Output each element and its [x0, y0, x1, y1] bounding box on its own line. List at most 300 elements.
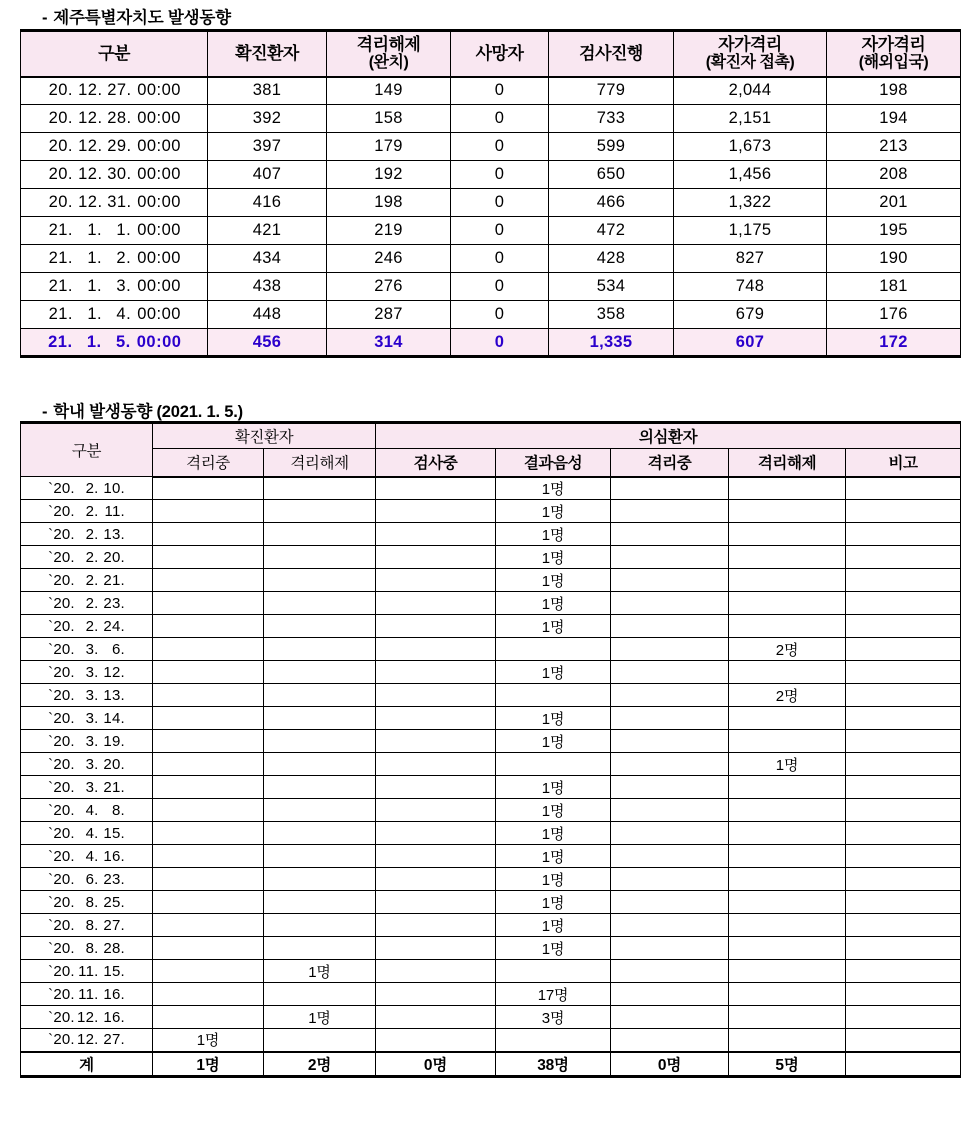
cell-deaths: 0: [451, 189, 549, 217]
date-year: 21.: [48, 249, 73, 267]
cell-quarantine-contact: 1,673: [674, 133, 827, 161]
cell-note: [846, 799, 961, 822]
date-month: 11.: [78, 962, 99, 980]
cell-date: [21, 845, 153, 868]
cell-suspect-isolating: [611, 592, 729, 615]
cell-quarantine-contact: 748: [674, 273, 827, 301]
date-time: 00:00: [137, 305, 181, 323]
cell-suspect-isolating: [611, 477, 729, 500]
cell-confirmed-isolating: [153, 615, 264, 638]
date-year: 20.: [48, 109, 73, 127]
cell-suspect-released: 1명: [729, 753, 846, 776]
cell-suspect-isolating: [611, 730, 729, 753]
cell-suspect-isolating: [611, 845, 729, 868]
cell-confirmed-isolating: [153, 753, 264, 776]
cell-quarantine-contact: 1,456: [674, 161, 827, 189]
table-total-row: [21, 1052, 961, 1077]
section1-title-dash: -: [42, 9, 48, 27]
date-month: 2.: [85, 548, 99, 566]
cell-suspect-released: [729, 1006, 846, 1029]
date-year: 21.: [48, 332, 73, 351]
cell-date: [21, 189, 208, 217]
cell-note: [846, 914, 961, 937]
date-month: 3.: [85, 778, 99, 796]
date-day: 27.: [103, 916, 125, 934]
cell-suspect-released: 2명: [729, 684, 846, 707]
cell-suspect-negative: 1명: [496, 914, 611, 937]
col-header-quarantine-overseas: 자가격리 (해외입국): [827, 31, 961, 77]
date-month: 2.: [85, 525, 99, 543]
date-year: `20.: [48, 709, 75, 727]
date-day: 21.: [103, 778, 125, 796]
cell-suspect-testing: [376, 891, 496, 914]
table-row: [21, 301, 961, 329]
cell-confirmed-isolating: [153, 799, 264, 822]
date-year: `20.: [48, 663, 75, 681]
date-year: `20.: [48, 571, 75, 589]
cell-suspect-testing: [376, 868, 496, 891]
cell-date: [21, 753, 153, 776]
cell-quarantine-contact: 1,322: [674, 189, 827, 217]
cell-note: [846, 730, 961, 753]
cell-date: [21, 217, 208, 245]
cell-suspect-isolating: [611, 753, 729, 776]
cell-confirmed-released: [264, 983, 376, 1006]
date-year: `20.: [48, 939, 75, 957]
cell-suspect-testing: [376, 1029, 496, 1052]
cell-released: 198: [327, 189, 451, 217]
cell-confirmed-isolating: [153, 569, 264, 592]
cell-quarantine-overseas: 201: [827, 189, 961, 217]
cell-date: [21, 914, 153, 937]
date-time: 00:00: [137, 277, 181, 295]
cell-suspect-negative: 1명: [496, 776, 611, 799]
cell-confirmed-isolating: [153, 477, 264, 500]
table-row: [21, 105, 961, 133]
cell-confirmed-isolating: [153, 776, 264, 799]
cell-deaths: 0: [451, 105, 549, 133]
date-year: `20.: [48, 870, 75, 888]
cell-suspect-testing: [376, 638, 496, 661]
cell-suspect-negative: 1명: [496, 661, 611, 684]
cell-quarantine-overseas: 190: [827, 245, 961, 273]
cell-suspect-released: [729, 822, 846, 845]
cell-suspect-released: [729, 592, 846, 615]
cell-date: [21, 161, 208, 189]
cell-quarantine-overseas: 195: [827, 217, 961, 245]
cell-testing: 779: [549, 77, 674, 105]
table-row: [21, 546, 961, 569]
cell-date: [21, 1029, 153, 1052]
cell-quarantine-overseas: 213: [827, 133, 961, 161]
date-month: 4.: [85, 824, 99, 842]
cell-confirmed-isolating: [153, 914, 264, 937]
table-row: [21, 1006, 961, 1029]
cell-confirmed-isolating: [153, 592, 264, 615]
cell-suspect-isolating: [611, 615, 729, 638]
cell-confirmed-isolating: [153, 500, 264, 523]
date-day: 16.: [103, 847, 125, 865]
cell-date: [21, 273, 208, 301]
date-month: 3.: [85, 640, 99, 658]
cell-note: [846, 477, 961, 500]
date-time: 00:00: [137, 81, 181, 100]
cell-note: [846, 592, 961, 615]
cell-date: [21, 569, 153, 592]
cell-confirmed-released: [264, 523, 376, 546]
cell-confirmed-isolating: [153, 822, 264, 845]
cell-quarantine-contact: 2,044: [674, 77, 827, 105]
date-year: `20.: [48, 686, 75, 704]
date-year: `20.: [48, 824, 75, 842]
date-month: 3.: [85, 709, 99, 727]
cell-suspect-released: [729, 523, 846, 546]
table-row: [21, 776, 961, 799]
cell-suspect-isolating: [611, 661, 729, 684]
table-row: [21, 684, 961, 707]
cell-confirmed-isolating: [153, 730, 264, 753]
cell-confirmed-released: [264, 776, 376, 799]
total-confirmed-released: 2명: [264, 1052, 376, 1077]
date-year: `20.: [48, 548, 75, 566]
cell-suspect-negative: 1명: [496, 937, 611, 960]
cell-confirmed: 434: [208, 245, 327, 273]
cell-suspect-testing: [376, 960, 496, 983]
cell-suspect-testing: [376, 684, 496, 707]
cell-testing: 428: [549, 245, 674, 273]
cell-confirmed-isolating: [153, 845, 264, 868]
cell-suspect-released: [729, 615, 846, 638]
date-month: 8.: [85, 939, 99, 957]
cell-suspect-released: [729, 500, 846, 523]
cell-suspect-negative: [496, 753, 611, 776]
date-day: 25.: [103, 893, 125, 911]
cell-released: 192: [327, 161, 451, 189]
section2-title-text: 학내 발생동향 (2021. 1. 5.): [53, 403, 243, 421]
date-time: 00:00: [137, 165, 181, 183]
cell-confirmed-isolating: [153, 684, 264, 707]
cell-suspect-isolating: [611, 937, 729, 960]
cell-suspect-released: [729, 546, 846, 569]
section1-title-text: 제주특별자치도 발생동향: [53, 9, 231, 27]
date-year: `20.: [48, 847, 75, 865]
cell-confirmed: 438: [208, 273, 327, 301]
date-day: 1.: [116, 221, 132, 239]
cell-confirmed-isolating: [153, 937, 264, 960]
col-header-group-suspect: 의심환자: [376, 423, 961, 449]
total-confirmed-isolating: 1명: [153, 1052, 264, 1077]
date-day: 16.: [103, 985, 125, 1003]
cell-suspect-testing: [376, 523, 496, 546]
date-year: `20.: [48, 640, 75, 658]
cell-confirmed-released: [264, 914, 376, 937]
cell-deaths: 0: [451, 217, 549, 245]
cell-confirmed-released: [264, 638, 376, 661]
table-row: [21, 661, 961, 684]
col-header-suspect-testing: 검사중: [376, 449, 496, 477]
cell-quarantine-overseas: 181: [827, 273, 961, 301]
table-row: [21, 845, 961, 868]
date-month: 4.: [85, 801, 99, 819]
cell-suspect-negative: 1명: [496, 615, 611, 638]
cell-testing: 472: [549, 217, 674, 245]
cell-date: [21, 707, 153, 730]
cell-suspect-released: [729, 776, 846, 799]
cell-deaths: 0: [451, 245, 549, 273]
cell-confirmed-released: [264, 753, 376, 776]
date-month: 1.: [86, 332, 102, 351]
cell-confirmed: 416: [208, 189, 327, 217]
cell-note: [846, 615, 961, 638]
date-day: 20.: [103, 755, 125, 773]
cell-suspect-released: [729, 960, 846, 983]
cell-suspect-testing: [376, 569, 496, 592]
date-month: 12.: [78, 81, 103, 100]
cell-suspect-negative: 1명: [496, 822, 611, 845]
cell-suspect-isolating: [611, 822, 729, 845]
date-year: `20.: [48, 594, 75, 612]
date-month: 1.: [87, 221, 103, 239]
cell-confirmed-isolating: [153, 638, 264, 661]
total-suspect-isolating: 0명: [611, 1052, 729, 1077]
date-year: `20.: [48, 1031, 75, 1049]
date-day: 27.: [107, 81, 132, 100]
cell-note: [846, 937, 961, 960]
cell-suspect-testing: [376, 753, 496, 776]
cell-confirmed-released: [264, 1029, 376, 1052]
cell-suspect-testing: [376, 546, 496, 569]
cell-suspect-isolating: [611, 684, 729, 707]
col-header-suspect-negative: 결과음성: [496, 449, 611, 477]
table-row: [21, 592, 961, 615]
table2-sub-header-row: [21, 449, 961, 477]
cell-date: [21, 245, 208, 273]
cell-suspect-negative: 1명: [496, 500, 611, 523]
cell-confirmed-released: [264, 661, 376, 684]
date-month: 2.: [85, 502, 99, 520]
cell-confirmed: 456: [208, 329, 327, 357]
cell-suspect-testing: [376, 822, 496, 845]
date-year: `20.: [48, 732, 75, 750]
cell-note: [846, 845, 961, 868]
cell-suspect-released: [729, 937, 846, 960]
table-row: [21, 1029, 961, 1052]
cell-quarantine-overseas: 208: [827, 161, 961, 189]
cell-testing: 650: [549, 161, 674, 189]
cell-confirmed: 381: [208, 77, 327, 105]
cell-suspect-released: [729, 868, 846, 891]
date-year: 20.: [48, 137, 73, 155]
cell-suspect-testing: [376, 799, 496, 822]
date-year: 21.: [48, 277, 73, 295]
cell-suspect-isolating: [611, 569, 729, 592]
date-month: 12.: [78, 165, 103, 183]
date-year: `20.: [48, 801, 75, 819]
section2-title-dash: -: [42, 403, 48, 421]
table-row: [21, 638, 961, 661]
cell-confirmed-released: [264, 822, 376, 845]
cell-quarantine-contact: 679: [674, 301, 827, 329]
cell-confirmed-isolating: [153, 960, 264, 983]
date-day: 3.: [116, 277, 132, 295]
cell-suspect-released: 2명: [729, 638, 846, 661]
cell-confirmed-isolating: [153, 523, 264, 546]
cell-confirmed-isolating: [153, 983, 264, 1006]
table-row: [21, 891, 961, 914]
cell-suspect-released: [729, 477, 846, 500]
date-time: 00:00: [137, 221, 181, 239]
table-row: [21, 937, 961, 960]
cell-date: [21, 1006, 153, 1029]
date-day: 23.: [103, 870, 125, 888]
cell-deaths: 0: [451, 273, 549, 301]
date-month: 12.: [78, 193, 103, 211]
section1-title: [42, 4, 231, 28]
date-month: 3.: [85, 663, 99, 681]
cell-date: [21, 868, 153, 891]
cell-suspect-isolating: [611, 776, 729, 799]
col-header-released: 격리해제 (완치): [327, 31, 451, 77]
col-header-confirmed-released: 격리해제: [264, 449, 376, 477]
cell-suspect-released: [729, 799, 846, 822]
cell-confirmed-released: [264, 937, 376, 960]
cell-confirmed-released: 1명: [264, 960, 376, 983]
cell-date: [21, 500, 153, 523]
date-year: `20.: [48, 1008, 75, 1026]
cell-suspect-testing: [376, 592, 496, 615]
cell-testing: 358: [549, 301, 674, 329]
cell-date: [21, 983, 153, 1006]
date-month: 1.: [87, 277, 103, 295]
table-row: [21, 217, 961, 245]
cell-suspect-negative: 1명: [496, 523, 611, 546]
date-month: 1.: [87, 305, 103, 323]
date-month: 8.: [85, 916, 99, 934]
cell-suspect-isolating: [611, 983, 729, 1006]
cell-confirmed-released: [264, 891, 376, 914]
cell-confirmed-isolating: [153, 707, 264, 730]
table-row: [21, 189, 961, 217]
cell-date: [21, 891, 153, 914]
table-row: [21, 707, 961, 730]
cell-date: [21, 661, 153, 684]
cell-released: 246: [327, 245, 451, 273]
cell-note: [846, 638, 961, 661]
cell-suspect-isolating: [611, 868, 729, 891]
date-month: 6.: [85, 870, 99, 888]
cell-quarantine-contact: 607: [674, 329, 827, 357]
date-day: 4.: [116, 305, 132, 323]
cell-confirmed-released: [264, 845, 376, 868]
date-month: 12.: [78, 109, 103, 127]
date-year: `20.: [48, 778, 75, 796]
cell-quarantine-contact: 1,175: [674, 217, 827, 245]
cell-total-label: 계: [21, 1052, 153, 1077]
date-day: 15.: [103, 962, 125, 980]
cell-note: [846, 546, 961, 569]
cell-suspect-testing: [376, 477, 496, 500]
date-day: 28.: [107, 109, 132, 127]
cell-suspect-testing: [376, 707, 496, 730]
cell-deaths: 0: [451, 77, 549, 105]
cell-confirmed: 421: [208, 217, 327, 245]
cell-suspect-released: [729, 914, 846, 937]
cell-suspect-isolating: [611, 960, 729, 983]
cell-note: [846, 822, 961, 845]
cell-suspect-isolating: [611, 914, 729, 937]
date-day: 14.: [103, 709, 125, 727]
total-suspect-released: 5명: [729, 1052, 846, 1077]
cell-suspect-isolating: [611, 1029, 729, 1052]
cell-quarantine-overseas: 198: [827, 77, 961, 105]
cell-confirmed: 397: [208, 133, 327, 161]
cell-confirmed-released: [264, 799, 376, 822]
date-month: 2.: [85, 617, 99, 635]
cell-note: [846, 960, 961, 983]
date-day: 30.: [107, 165, 132, 183]
cell-confirmed: 392: [208, 105, 327, 133]
cell-suspect-testing: [376, 845, 496, 868]
cell-suspect-released: [729, 730, 846, 753]
cell-confirmed-isolating: [153, 1006, 264, 1029]
date-year: `20.: [48, 525, 75, 543]
table-row: [21, 477, 961, 500]
cell-confirmed-isolating: 1명: [153, 1029, 264, 1052]
total-suspect-testing: 0명: [376, 1052, 496, 1077]
cell-date: [21, 477, 153, 500]
cell-suspect-released: [729, 1029, 846, 1052]
col-header-gubun-2: 구분: [21, 423, 153, 477]
table-row: [21, 329, 961, 357]
date-year: 21.: [48, 305, 73, 323]
table-row: [21, 960, 961, 983]
cell-date: [21, 77, 208, 105]
cell-suspect-isolating: [611, 707, 729, 730]
date-day: 15.: [103, 824, 125, 842]
cell-note: [846, 523, 961, 546]
cell-suspect-negative: 1명: [496, 891, 611, 914]
cell-suspect-negative: 1명: [496, 868, 611, 891]
col-header-suspect-isolating: 격리중: [611, 449, 729, 477]
date-day: 24.: [103, 617, 125, 635]
col-header-group-confirmed: 확진환자: [153, 423, 376, 449]
col-header-confirmed-isolating: 격리중: [153, 449, 264, 477]
date-day: 21.: [103, 571, 125, 589]
cell-suspect-negative: 1명: [496, 546, 611, 569]
cell-suspect-negative: [496, 1029, 611, 1052]
cell-date: [21, 523, 153, 546]
cell-confirmed-released: [264, 546, 376, 569]
cell-date: [21, 301, 208, 329]
cell-suspect-testing: [376, 914, 496, 937]
date-month: 3.: [85, 755, 99, 773]
cell-note: [846, 1006, 961, 1029]
cell-confirmed-isolating: [153, 661, 264, 684]
cell-suspect-testing: [376, 1006, 496, 1029]
col-header-gubun: 구분: [21, 31, 208, 77]
cell-date: [21, 105, 208, 133]
date-day: 19.: [103, 732, 125, 750]
date-month: 4.: [85, 847, 99, 865]
table-row: [21, 569, 961, 592]
cell-note: [846, 753, 961, 776]
date-year: `20.: [48, 502, 75, 520]
cell-quarantine-overseas: 176: [827, 301, 961, 329]
table-row: [21, 615, 961, 638]
cell-suspect-negative: 1명: [496, 707, 611, 730]
col-header-quarantine-contact: 자가격리 (확진자 접촉): [674, 31, 827, 77]
cell-testing: 599: [549, 133, 674, 161]
